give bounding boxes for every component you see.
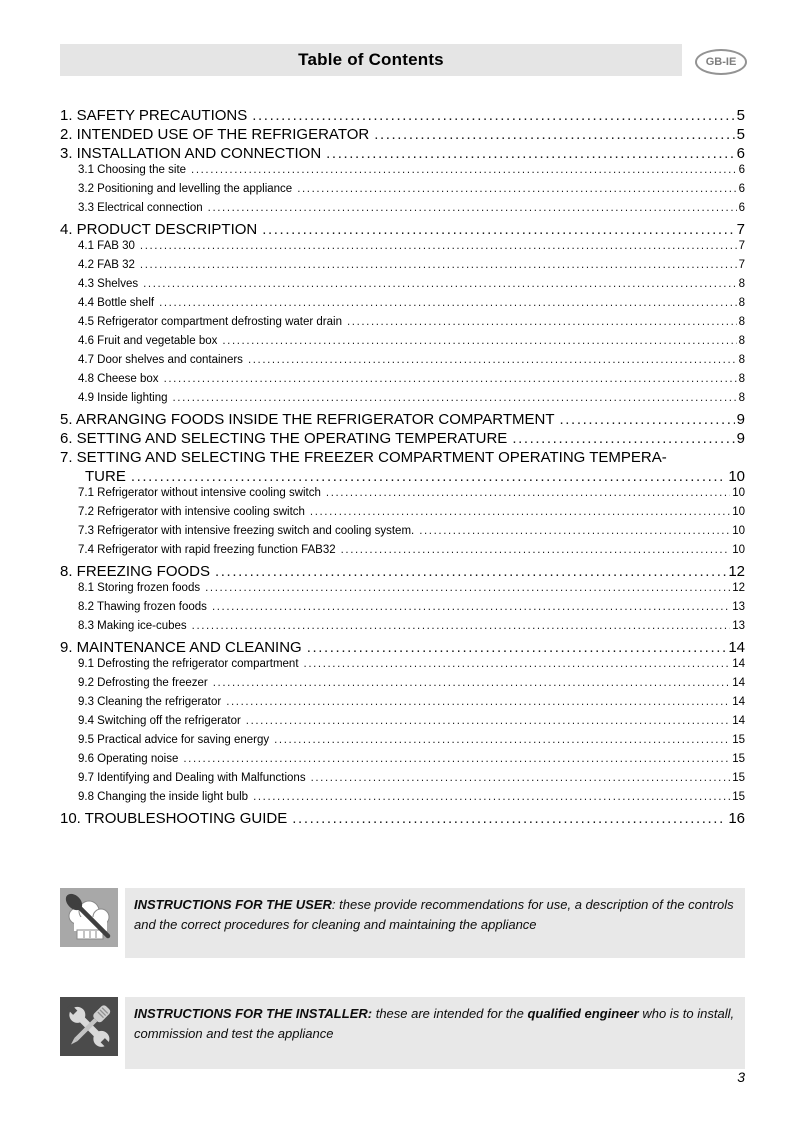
toc-entry-label: 8.1 Storing frozen foods bbox=[78, 582, 201, 594]
toc-entry bbox=[60, 392, 745, 411]
toc-entry bbox=[60, 449, 745, 468]
toc-page-number: 10 bbox=[732, 525, 745, 537]
toc-entry-label: 5. ARRANGING FOODS INSIDE THE REFRIGERATOR COMPARTMENT bbox=[60, 411, 555, 428]
toc-page-number: 8 bbox=[738, 297, 745, 309]
toc-entry-label: 9.4 Switching off the refrigerator bbox=[78, 715, 241, 727]
toc-page-number: 12 bbox=[728, 563, 745, 580]
toc-dot-leader bbox=[262, 221, 734, 238]
toc-entry-label: 1. SAFETY PRECAUTIONS bbox=[60, 107, 248, 124]
toc-entry bbox=[60, 791, 745, 810]
toc-entry bbox=[60, 696, 745, 715]
note-box-user bbox=[60, 888, 745, 958]
toc-entry-label: 2. INTENDED USE OF THE REFRIGERATOR bbox=[60, 126, 370, 143]
toc-page-number: 6 bbox=[738, 183, 745, 195]
toc-dot-leader bbox=[307, 639, 727, 656]
toc-dot-leader bbox=[341, 544, 731, 556]
toc-dot-leader bbox=[274, 734, 730, 746]
toc-page-number: 6 bbox=[736, 145, 745, 162]
toc-entry-label: 3.3 Electrical connection bbox=[78, 202, 203, 214]
toc-page-number: 7 bbox=[736, 221, 745, 238]
toc-entry bbox=[60, 259, 745, 278]
page-title: Table of Contents bbox=[298, 50, 444, 69]
toc-page-number: 8 bbox=[738, 392, 745, 404]
toc-entry-label: 3. INSTALLATION AND CONNECTION bbox=[60, 145, 322, 162]
toc-dot-leader bbox=[304, 658, 731, 670]
toc-entry bbox=[60, 753, 745, 772]
toc-entry bbox=[60, 240, 745, 259]
toc-dot-leader bbox=[326, 145, 735, 162]
toc-dot-leader bbox=[310, 506, 730, 518]
toc-page-number: 6 bbox=[738, 164, 745, 176]
toc-page-number: 15 bbox=[732, 772, 745, 784]
language-badge bbox=[695, 49, 747, 75]
note-text-segment: INSTRUCTIONS FOR THE USER bbox=[134, 897, 332, 912]
toc-entry bbox=[60, 772, 745, 791]
toc-dot-leader bbox=[205, 582, 730, 594]
toc-page-number: 15 bbox=[732, 753, 745, 765]
note-text-segment: who is to install, commission and test the appliance bbox=[134, 1006, 735, 1041]
note-installer-text bbox=[134, 1004, 735, 1043]
note-text-segment: INSTRUCTIONS FOR THE INSTALLER: bbox=[134, 1006, 373, 1021]
toc-dot-leader bbox=[560, 411, 735, 428]
toc-dot-leader bbox=[226, 696, 730, 708]
toc-dot-leader bbox=[252, 107, 734, 124]
toc-page-number: 8 bbox=[738, 373, 745, 385]
note-user-text bbox=[134, 895, 735, 934]
toc-entry-label: 9.1 Defrosting the refrigerator compartment bbox=[78, 658, 299, 670]
toc-dot-leader bbox=[212, 601, 730, 613]
toc-dot-leader bbox=[213, 677, 730, 689]
toc-entry-label: 9.7 Identifying and Dealing with Malfunctions bbox=[78, 772, 306, 784]
toc-entry bbox=[60, 430, 745, 449]
toc-page-number: 7 bbox=[738, 240, 745, 252]
toc-page-number: 15 bbox=[732, 791, 745, 803]
toc-entry-label: 4.1 FAB 30 bbox=[78, 240, 135, 252]
toc-page-number: 5 bbox=[736, 107, 745, 124]
note-installer-body bbox=[125, 997, 745, 1069]
toc-dot-leader bbox=[191, 164, 737, 176]
language-badge-label: GB-IE bbox=[705, 56, 737, 68]
toc-page-number: 13 bbox=[732, 620, 745, 632]
toc-entry-label: 4. PRODUCT DESCRIPTION bbox=[60, 221, 258, 238]
toc-entry-label: 7.3 Refrigerator with intensive freezing switch and cooling system. bbox=[78, 525, 415, 537]
toc-entry-label: 4.5 Refrigerator compartment defrosting water drain bbox=[78, 316, 342, 328]
toc-dot-leader bbox=[208, 202, 737, 214]
toc-dot-leader bbox=[164, 373, 737, 385]
toc-entry-label: 9.3 Cleaning the refrigerator bbox=[78, 696, 222, 708]
toc-dot-leader bbox=[419, 525, 730, 537]
toc-dot-leader bbox=[311, 772, 731, 784]
toc-page-number: 10 bbox=[732, 506, 745, 518]
toc-page-number: 14 bbox=[732, 715, 745, 727]
toc-dot-leader bbox=[140, 240, 737, 252]
table-of-contents bbox=[60, 107, 745, 829]
toc-entry bbox=[60, 468, 745, 487]
toc-entry bbox=[60, 620, 745, 639]
toc-entry bbox=[60, 126, 745, 145]
toc-entry bbox=[60, 734, 745, 753]
toc-entry-label: 9.2 Defrosting the freezer bbox=[78, 677, 208, 689]
toc-entry-label: 7. SETTING AND SELECTING THE FREEZER COMPARTMENT OPERATING TEMPERA- bbox=[60, 449, 667, 466]
toc-dot-leader bbox=[326, 487, 730, 499]
toc-entry-label: 10. TROUBLESHOOTING GUIDE bbox=[60, 810, 288, 827]
toc-entry bbox=[60, 810, 745, 829]
toc-entry-label: 7.1 Refrigerator without intensive cooling switch bbox=[78, 487, 321, 499]
toc-entry-label: 9.8 Changing the inside light bulb bbox=[78, 791, 249, 803]
toc-entry-label: 3.1 Choosing the site bbox=[78, 164, 187, 176]
toc-entry-label: 9.6 Operating noise bbox=[78, 753, 179, 765]
note-text-segment: qualified engineer bbox=[527, 1006, 639, 1021]
toc-page-number: 8 bbox=[738, 354, 745, 366]
toc-entry bbox=[60, 639, 745, 658]
toc-entry-label: 4.2 FAB 32 bbox=[78, 259, 135, 271]
toc-page-number: 9 bbox=[736, 430, 745, 447]
toc-dot-leader bbox=[192, 620, 731, 632]
toc-dot-leader bbox=[131, 468, 726, 485]
toc-dot-leader bbox=[140, 259, 737, 271]
toc-entry bbox=[60, 563, 745, 582]
toc-page-number: 14 bbox=[732, 696, 745, 708]
wrench-screwdriver-icon bbox=[60, 997, 118, 1056]
toc-page-number: 8 bbox=[738, 316, 745, 328]
toc-dot-leader bbox=[347, 316, 737, 328]
page-number: 3 bbox=[737, 1069, 745, 1085]
toc-entry bbox=[60, 525, 745, 544]
toc-page-number: 14 bbox=[728, 639, 745, 656]
toc-page-number: 10 bbox=[732, 487, 745, 499]
note-user-body bbox=[125, 888, 745, 958]
toc-entry-label: 4.7 Door shelves and containers bbox=[78, 354, 243, 366]
toc-entry-label: 9. MAINTENANCE AND CLEANING bbox=[60, 639, 302, 656]
toc-entry-label: 3.2 Positioning and levelling the appliance bbox=[78, 183, 293, 195]
toc-entry bbox=[60, 278, 745, 297]
toc-entry-label: 8. FREEZING FOODS bbox=[60, 563, 211, 580]
toc-entry bbox=[60, 354, 745, 373]
toc-dot-leader bbox=[297, 183, 736, 195]
note-text-segment: : these provide recommendations for use, a description of the controls and the correct procedures for cleaning and maintaining the appliance bbox=[134, 897, 734, 932]
toc-dot-leader bbox=[248, 354, 737, 366]
toc-page-number: 10 bbox=[732, 544, 745, 556]
toc-page-number: 13 bbox=[732, 601, 745, 613]
toc-page-number: 5 bbox=[736, 126, 745, 143]
toc-dot-leader bbox=[253, 791, 730, 803]
toc-entry bbox=[60, 297, 745, 316]
toc-entry-label: 9.5 Practical advice for saving energy bbox=[78, 734, 270, 746]
toc-dot-leader bbox=[159, 297, 737, 309]
toc-entry-label: 6. SETTING AND SELECTING THE OPERATING TEMPERATURE bbox=[60, 430, 508, 447]
toc-entry bbox=[60, 658, 745, 677]
toc-entry bbox=[60, 506, 745, 525]
toc-entry bbox=[60, 677, 745, 696]
toc-page-number: 12 bbox=[732, 582, 745, 594]
toc-entry-label: 4.8 Cheese box bbox=[78, 373, 159, 385]
toc-entry bbox=[60, 145, 745, 164]
toc-dot-leader bbox=[222, 335, 736, 347]
toc-dot-leader bbox=[512, 430, 734, 447]
toc-entry-label: 7.2 Refrigerator with intensive cooling switch bbox=[78, 506, 305, 518]
toc-dot-leader bbox=[215, 563, 726, 580]
toc-dot-leader bbox=[374, 126, 734, 143]
toc-entry bbox=[60, 373, 745, 392]
toc-entry bbox=[60, 107, 745, 126]
toc-page-number: 15 bbox=[732, 734, 745, 746]
toc-page-number: 14 bbox=[732, 658, 745, 670]
toc-entry bbox=[60, 487, 745, 506]
page-title-bar bbox=[60, 44, 682, 76]
toc-entry bbox=[60, 411, 745, 430]
toc-page-number: 7 bbox=[738, 259, 745, 271]
toc-entry-label: 4.6 Fruit and vegetable box bbox=[78, 335, 218, 347]
toc-entry-label: 8.2 Thawing frozen foods bbox=[78, 601, 207, 613]
toc-entry bbox=[60, 164, 745, 183]
note-box-installer bbox=[60, 997, 745, 1069]
toc-entry bbox=[60, 335, 745, 354]
toc-dot-leader bbox=[246, 715, 730, 727]
toc-page-number: 14 bbox=[732, 677, 745, 689]
toc-entry-label: 4.4 Bottle shelf bbox=[78, 297, 155, 309]
toc-entry bbox=[60, 221, 745, 240]
toc-entry bbox=[60, 582, 745, 601]
toc-dot-leader bbox=[173, 392, 737, 404]
toc-entry-label: TURE bbox=[85, 468, 126, 485]
toc-entry bbox=[60, 202, 745, 221]
toc-page-number: 9 bbox=[736, 411, 745, 428]
toc-dot-leader bbox=[183, 753, 730, 765]
toc-entry-label: 4.9 Inside lighting bbox=[78, 392, 168, 404]
toc-entry-label: 8.3 Making ice-cubes bbox=[78, 620, 187, 632]
toc-page-number: 8 bbox=[738, 335, 745, 347]
toc-entry bbox=[60, 316, 745, 335]
toc-entry bbox=[60, 183, 745, 202]
toc-page-number: 16 bbox=[728, 810, 745, 827]
toc-page-number: 8 bbox=[738, 278, 745, 290]
toc-dot-leader bbox=[292, 810, 726, 827]
chef-hat-spoon-icon bbox=[60, 888, 118, 947]
toc-page-number: 10 bbox=[728, 468, 745, 485]
toc-entry-label: 7.4 Refrigerator with rapid freezing function FAB32 bbox=[78, 544, 336, 556]
toc-dot-leader bbox=[143, 278, 736, 290]
note-text-segment: these are intended for the bbox=[372, 1006, 528, 1021]
toc-page-number: 6 bbox=[738, 202, 745, 214]
toc-entry bbox=[60, 544, 745, 563]
toc-entry-label: 4.3 Shelves bbox=[78, 278, 139, 290]
toc-entry bbox=[60, 601, 745, 620]
toc-entry bbox=[60, 715, 745, 734]
